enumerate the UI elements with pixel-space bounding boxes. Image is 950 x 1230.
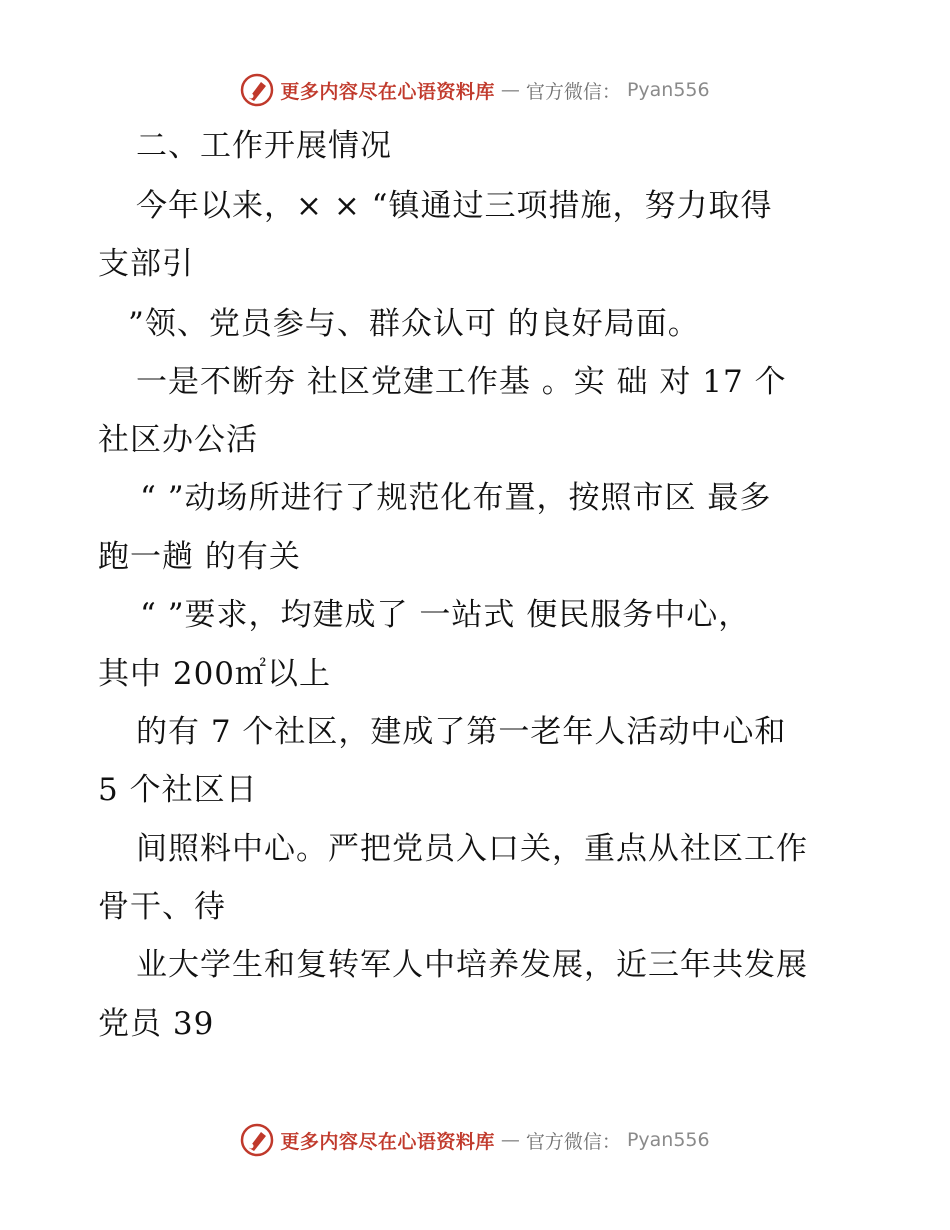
header-red-text: 更多内容尽在心语资料库 [280,80,495,103]
text-line: 二、工作开展情况 [136,128,392,164]
header-account: Pyan556 [626,79,710,101]
pen-logo-icon [240,73,274,107]
footer-wechat-label: 官方微信： [525,1130,621,1153]
text-line: 社区办公活 [98,422,258,458]
footer-red-text: 更多内容尽在心语资料库 [280,1130,495,1153]
pen-logo-icon [240,1123,274,1157]
text-line: ”领、党员参与、群众认可 的良好局面。 [128,306,700,342]
text-line: 间照料中心。严把党员入口关，重点从社区工作 [136,831,808,867]
text-line: 骨干、待 [98,889,226,925]
text-line: 今年以来，× × “镇通过三项措施，努力取得 [136,188,773,224]
text-line: 党员 39 [98,1006,215,1042]
text-line: “ ”动场所进行了规范化布置，按照市区 最多 [140,480,772,516]
header-wechat-label: 官方微信： [525,80,621,103]
header-watermark [0,70,950,110]
text-line: 一是不断夯 社区党建工作基 。实 础 对 17 个 [136,364,787,400]
footer-account: Pyan556 [626,1129,710,1151]
text-line: 业大学生和复转军人中培养发展，近三年共发展 [136,947,808,983]
text-line: 其中 200㎡以上 [98,656,332,692]
text-line: 5 个社区日 [98,772,258,808]
text-line: 支部引 [98,246,194,282]
text-line: 跑一趟 的有关 [98,539,301,575]
footer-dash: — [500,1129,520,1151]
text-line: 的有 7 个社区，建成了第一老年人活动中心和 [136,714,787,750]
header-dash: — [500,79,520,101]
footer-watermark [0,1120,950,1160]
text-line: “ ”要求，均建成了 一站式 便民服务中心， [140,597,751,633]
